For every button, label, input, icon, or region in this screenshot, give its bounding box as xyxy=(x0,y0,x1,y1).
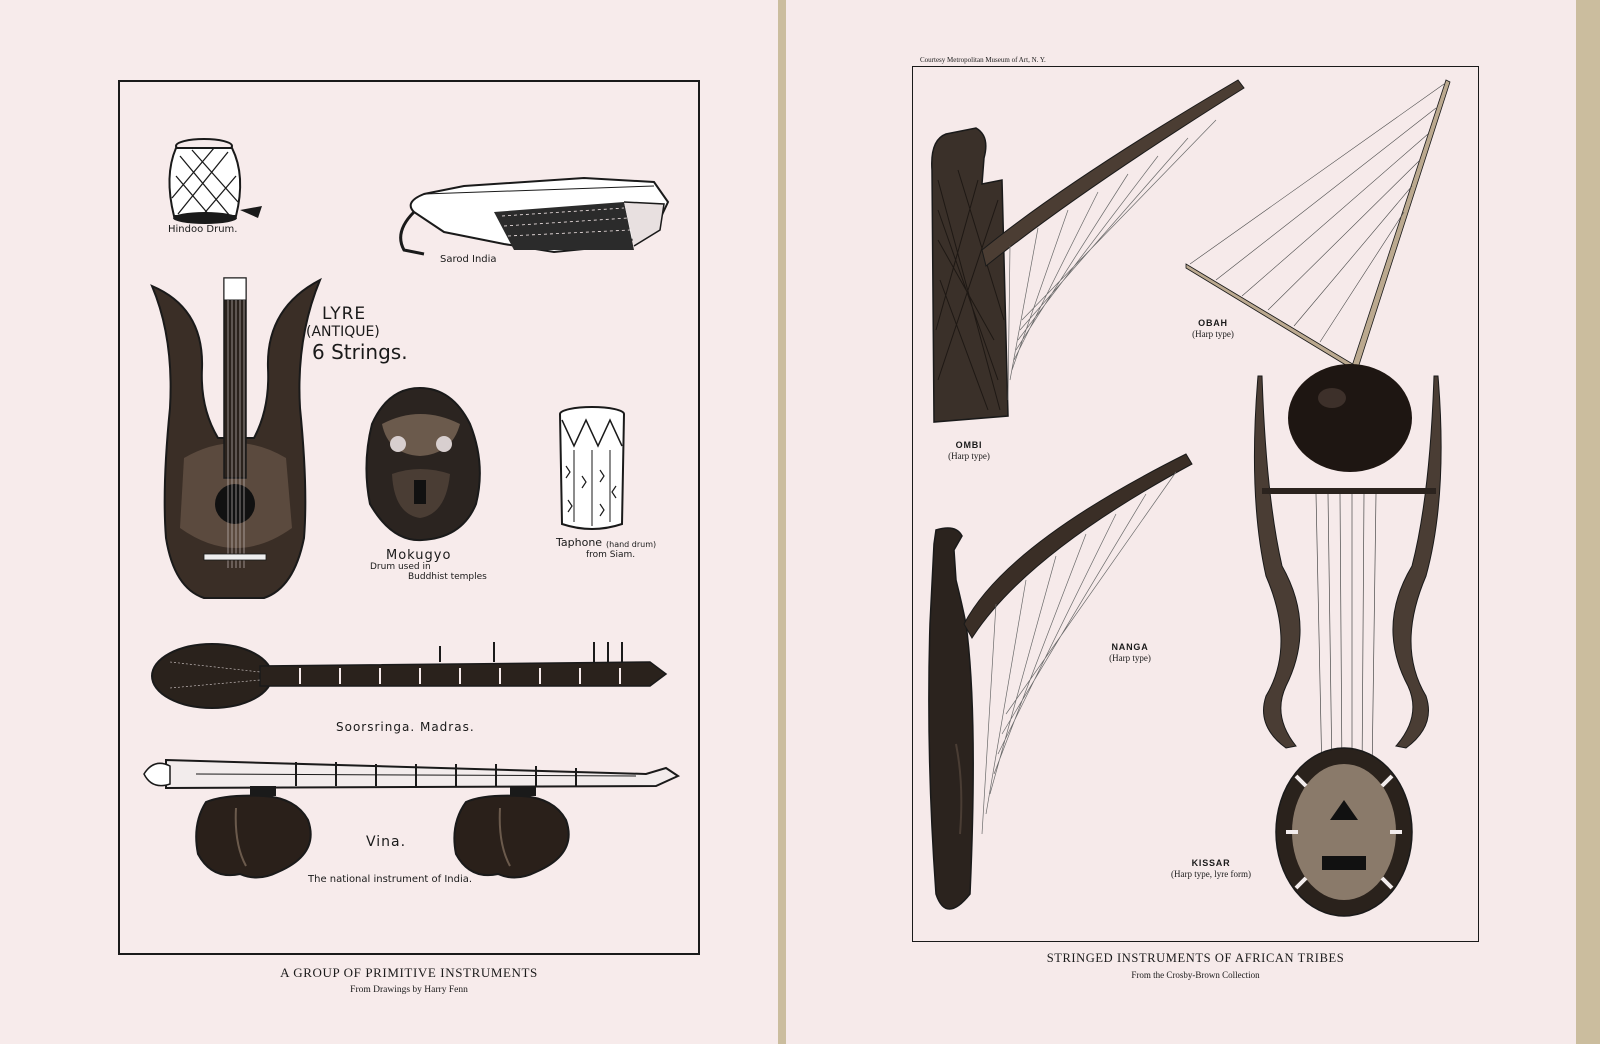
kissar-photo xyxy=(1226,376,1466,916)
ombi-type: (Harp type) xyxy=(948,451,990,461)
hindoo-drum-illustration xyxy=(158,136,268,228)
taphone-illustration xyxy=(556,406,628,534)
mokugyo-note-line2: Buddhist temples xyxy=(408,572,487,582)
right-page xyxy=(786,0,1576,1044)
lyre-label-line3: 6 Strings. xyxy=(312,340,408,364)
soorsringa-label: Soorsringa. Madras. xyxy=(336,720,475,734)
taphone-note-line2: from Siam. xyxy=(586,550,636,560)
obah-type: (Harp type) xyxy=(1192,329,1234,339)
nanga-type: (Harp type) xyxy=(1109,653,1151,663)
vina-label: Vina. xyxy=(366,834,407,850)
vina-note: The national instrument of India. xyxy=(308,874,473,885)
hindoo-drum-label: Hindoo Drum. xyxy=(168,224,238,235)
left-page xyxy=(0,0,778,1044)
soorsringa-illustration xyxy=(150,632,670,722)
ombi-name: OMBI xyxy=(955,440,983,450)
mokugyo-illustration xyxy=(352,384,488,544)
kissar-type: (Harp type, lyre form) xyxy=(1171,869,1251,879)
taphone-label: Taphone xyxy=(556,536,603,549)
nanga-name: NANGA xyxy=(1111,642,1149,652)
left-plate-title: A GROUP OF PRIMITIVE INSTRUMENTS xyxy=(280,965,538,980)
right-plate-title: STRINGED INSTRUMENTS OF AFRICAN TRIBES xyxy=(1046,951,1345,965)
mokugyo-note-line1: Drum used in xyxy=(370,562,431,572)
right-plate-subtitle: From the Crosby-Brown Collection xyxy=(1131,970,1260,980)
lyre-illustration xyxy=(144,278,324,600)
sarod-illustration xyxy=(384,172,674,264)
courtesy-credit: Courtesy Metropolitan Museum of Art, N. Y. xyxy=(920,56,1046,64)
vina-illustration xyxy=(136,754,682,884)
lyre-label-line2: (ANTIQUE) xyxy=(306,324,380,340)
kissar-name: KISSAR xyxy=(1191,858,1231,868)
lyre-label-line1: LYRE xyxy=(322,304,367,324)
taphone-note-line1: (hand drum) xyxy=(606,540,657,549)
sarod-label: Sarod India xyxy=(440,254,497,265)
mokugyo-label: Mokugyo xyxy=(386,548,452,563)
obah-name: OBAH xyxy=(1198,318,1228,328)
left-plate-subtitle: From Drawings by Harry Fenn xyxy=(350,985,468,995)
